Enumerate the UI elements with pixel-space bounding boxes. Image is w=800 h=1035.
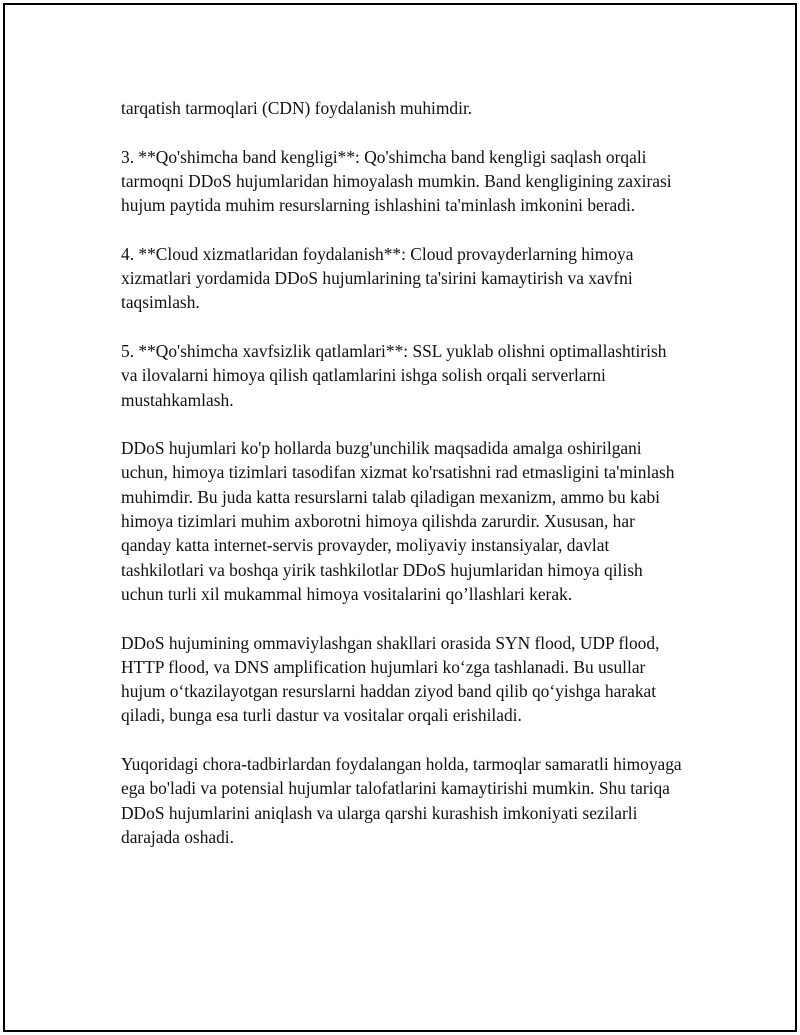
paragraph-item-5-security-layers: 5. **Qo'shimcha xavfsizlik qatlamlari**: SSL yuklab olishni optimallashtirish va ilovalarni himoya qilish qatlamlarini ishga solish orqali serverlarni mustahkamlash. — [121, 340, 667, 410]
paragraph-ddos-types: DDoS hujumining ommaviylashgan shakllari orasida SYN flood, UDP flood, HTTP flood, va DNS amplification hujumlari ko‘zga tashlanadi. Bu usullar hujum o‘tkazilayotgan resurslarni haddan ziyod band qilib qo‘yishga harakat qiladi, bunga esa turli dastur va vositalar orqali erishiladi. — [121, 632, 660, 726]
page-frame — [3, 3, 797, 1032]
paragraph-item-3-bandwidth: 3. **Qo'shimcha band kengligi**: Qo'shimcha band kengligi saqlash orqali tarmoqni DDoS hujumlaridan himoyalash mumkin. Band kengligining zaxirasi hujum paytida muhim resurslarning ishlashini ta'minlash imkonini beradi. — [121, 146, 672, 216]
document-body — [121, 96, 686, 874]
paragraph-item-4-cloud: 4. **Cloud xizmatlaridan foydalanish**: Cloud provayderlarning himoya xizmatlari yordamida DDoS hujumlarining ta'sirini kamaytirish va xavfni taqsimlash. — [121, 243, 634, 313]
paragraph-conclusion: Yuqoridagi chora-tadbirlardan foydalangan holda, tarmoqlar samaratli himoyaga ega bo'ladi va potensial hujumlar talofatlarini kamaytirishi mumkin. Shu tariqa DDoS hujumlarini aniqlash va ularga qarshi kurashish imkoniyati sezilarli darajada oshadi. — [121, 754, 682, 847]
paragraph-ddos-protection: DDoS hujumlari ko'p hollarda buzg'unchilik maqsadida amalga oshirilgani uchun, himoya tizimlari tasodifan xizmat ko'rsatishni rad etmasligini ta'minlash muhimdir. Bu juda katta resurslarni talab qiladigan mexanizm, ammo bu kabi himoya tizimlari muhim axborotni himoya qilishda zarurdir. Xususan, har qanday katta internet-servis provayder, moliyaviy instansiyalar, davlat tashkilotlari va boshqa yirik tashkilotlar DDoS hujumlaridan himoya qilish uchun turli xil mukammal himoya vositalarini qo’llashlari kerak. — [121, 438, 675, 604]
paragraph-cdn-continuation: tarqatish tarmoqlari (CDN) foydalanish muhimdir. — [121, 98, 473, 118]
